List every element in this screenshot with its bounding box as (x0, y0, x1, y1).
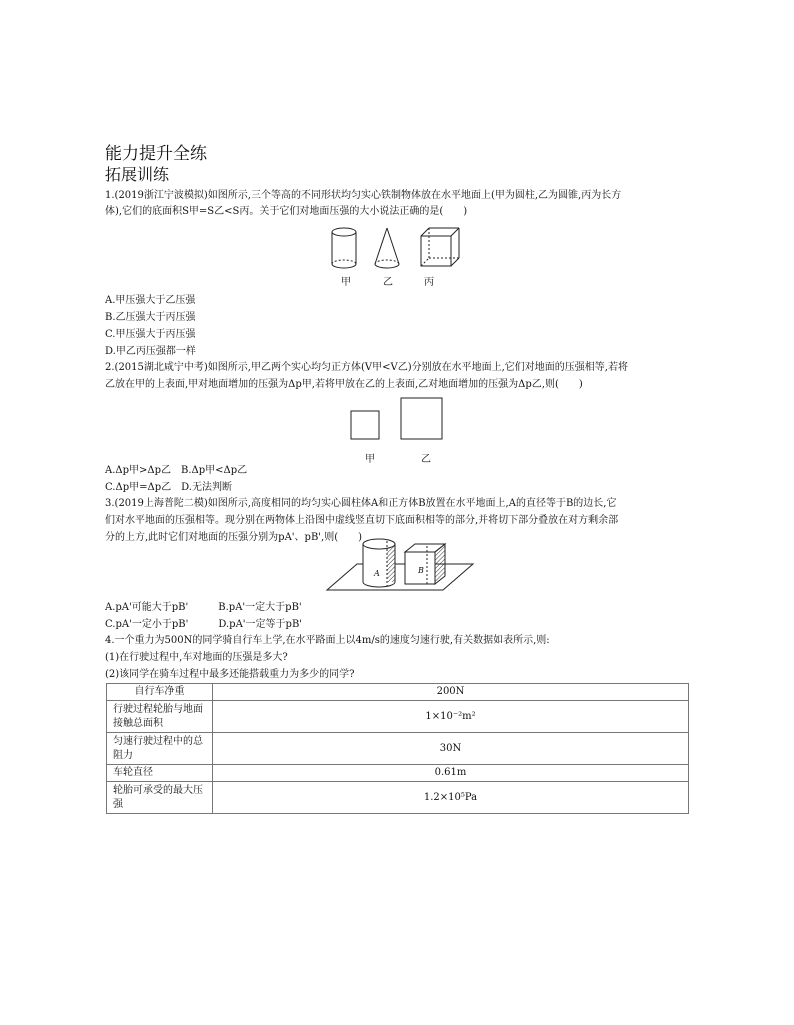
table-cell-label: 车轮直径 (107, 765, 213, 782)
q2-label-jia: 甲 (365, 454, 375, 465)
table-cell-label: 轮胎可承受的最大压强 (107, 782, 213, 814)
table-cell-value: 30N (213, 733, 689, 765)
q3-options-row2: C.pA'一定小于pB' D.pA'一定等于pB' (105, 619, 303, 630)
q3-label-a: A (374, 569, 380, 578)
cube-b (405, 544, 445, 584)
q2-stem-line2: 乙放在甲的上表面,甲对地面增加的压强为Δp甲,若将甲放在乙的上表面,乙对地面增加的压强为Δp乙,则( ) (105, 379, 583, 390)
table-cell-label: 自行车净重 (107, 684, 213, 701)
table-cell-value: 200N (213, 684, 689, 701)
q3-stem-line1: 3.(2019上海普陀二模)如图所示,高度相同的均匀实心圆柱体A和正方体B放置在水平地面上,A的直径等于B的边长,它 (105, 498, 617, 509)
table-cell-value: 1.2×10⁵Pa (213, 782, 689, 814)
cuboid-shape (421, 228, 459, 266)
cylinder-a (363, 539, 395, 587)
q3-figure (325, 530, 475, 598)
q1-option-d: D.甲乙丙压强都一样 (105, 346, 196, 357)
q1-label-jia: 甲 (341, 277, 351, 288)
table-row (107, 733, 689, 765)
q4-stem-line1: 4.一个重力为500N的同学骑自行车上学,在水平路面上以4m/s的速度匀速行驶,有关数据如表所示,则: (105, 635, 550, 646)
small-square (351, 411, 379, 439)
table-cell-value: 1×10⁻²m² (213, 701, 689, 733)
q2-stem-line1: 2.(2015湖北咸宁中考)如图所示,甲乙两个实心均匀正方体(V甲<V乙)分别放在水平地面上,它们对地面的压强相等,若将 (105, 362, 628, 373)
ground-plane (327, 564, 473, 590)
cone-shape (375, 228, 399, 268)
q3-label-b: B (418, 566, 424, 575)
bike-data-table (106, 683, 689, 814)
q2-options-row1: A.Δp甲>Δp乙 B.Δp甲<Δp乙 (105, 465, 248, 476)
q1-label-yi: 乙 (383, 277, 393, 288)
section-subtitle: 拓展训练 (105, 165, 170, 184)
q1-option-c: C.甲压强大于丙压强 (105, 329, 196, 340)
table-cell-value: 0.61m (213, 765, 689, 782)
q1-stem-line1: 1.(2019浙江宁波模拟)如图所示,三个等高的不同形状均匀实心铁制物体放在水平地面上(甲为圆柱,乙为圆锥,丙为长方 (105, 190, 622, 201)
q2-label-yi: 乙 (421, 454, 431, 465)
table-cell-label: 匀速行驶过程中的总阻力 (107, 733, 213, 765)
table-cell-label: 行驶过程轮胎与地面接触总面积 (107, 701, 213, 733)
q3-stem-line3: 分的上方,此时它们对地面的压强分别为pA'、pB',则( ) (105, 532, 363, 543)
q4-stem-line2: (1)在行驶过程中,车对地面的压强是多大? (105, 652, 288, 663)
table-row (107, 701, 689, 733)
q3-stem-line2: 们对水平地面的压强相等。现分别在两物体上沿图中虚线竖直切下底面积相等的部分,并将切下部分叠放在对方剩余部 (105, 515, 619, 526)
q1-label-bing: 丙 (424, 277, 434, 288)
q1-stem-line2: 体),它们的底面积S甲=S乙<S丙。关于它们对地面压强的大小说法正确的是( ) (105, 206, 468, 217)
table-row (107, 684, 689, 701)
table-row (107, 765, 689, 782)
section-title: 能力提升全练 (105, 144, 207, 164)
q4-stem-line3: (2)该同学在骑车过程中最多还能搭载重力为多少的同学? (105, 669, 355, 680)
q2-cubes-figure (345, 395, 445, 443)
table-row (107, 782, 689, 814)
q3-options-row1: A.pA'可能大于pB' B.pA'一定大于pB' (105, 602, 302, 613)
q1-option-a: A.甲压强大于乙压强 (105, 295, 196, 306)
q2-options-row2: C.Δp甲=Δp乙 D.无法判断 (105, 482, 232, 493)
q1-shapes-figure (325, 222, 465, 272)
q1-option-b: B.乙压强大于丙压强 (105, 312, 196, 323)
cylinder-shape (332, 228, 356, 268)
large-square (401, 398, 442, 439)
